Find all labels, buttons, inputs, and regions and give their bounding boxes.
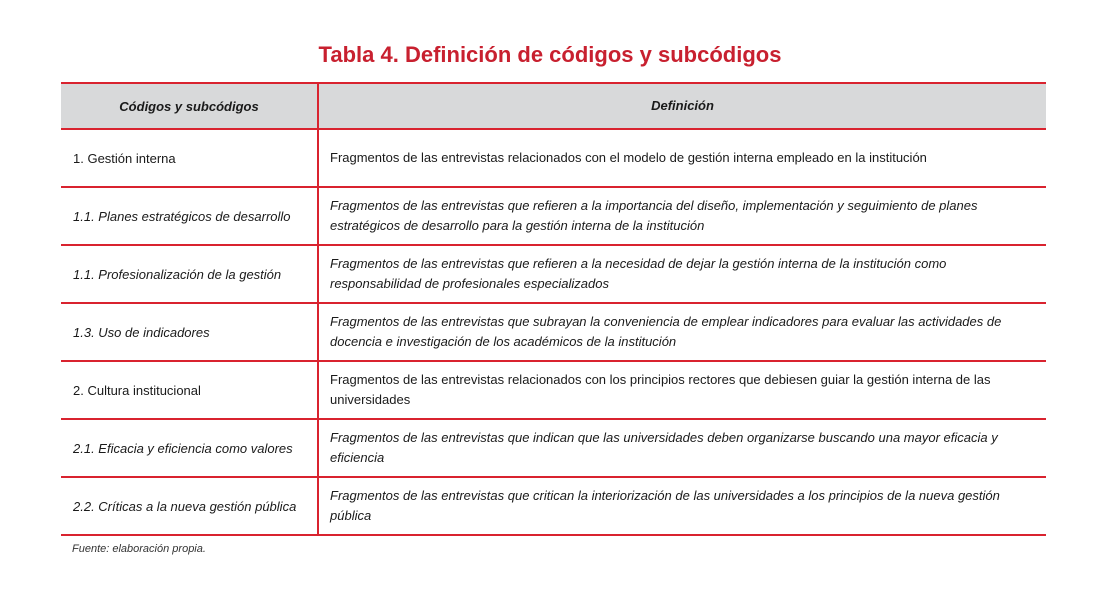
row-code: 1. Gestión interna	[61, 130, 319, 186]
table-header-row	[61, 82, 1046, 130]
table-row	[61, 188, 1046, 246]
row-definition: Fragmentos de las entrevistas que critican la interiorización de las universidades a los principios de la nueva gestión pública	[330, 488, 1000, 523]
table-row	[61, 362, 1046, 420]
row-definition: Fragmentos de las entrevistas relacionados con el modelo de gestión interna empleado en la institución	[330, 150, 927, 165]
table-row	[61, 478, 1046, 536]
header-codes: Códigos y subcódigos	[61, 84, 319, 128]
source-note: Fuente: elaboración propia.	[72, 543, 206, 555]
row-definition: Fragmentos de las entrevistas que refieren a la importancia del diseño, implementación y seguimiento de planes estratégicos de desarrollo para la gestión interna de la institución	[330, 198, 978, 233]
row-definition: Fragmentos de las entrevistas que indican que las universidades deben organizarse buscando una mayor eficacia y eficiencia	[330, 430, 998, 465]
table-row	[61, 130, 1046, 188]
row-definition: Fragmentos de las entrevistas que subrayan la conveniencia de emplear indicadores para evaluar las actividades de docencia e investigación de los académicos de la institución	[330, 314, 1002, 349]
row-code: 1.1. Planes estratégicos de desarrollo	[61, 188, 319, 244]
table-row	[61, 304, 1046, 362]
row-code: 2.1. Eficacia y eficiencia como valores	[61, 420, 319, 476]
table-row	[61, 420, 1046, 478]
row-definition: Fragmentos de las entrevistas que refieren a la necesidad de dejar la gestión interna de la institución como responsabilidad de profesionales especializados	[330, 256, 947, 291]
table-row	[61, 246, 1046, 304]
row-code: 1.1. Profesionalización de la gestión	[61, 246, 319, 302]
codes-table	[61, 82, 1046, 536]
header-definition: Definición	[651, 98, 714, 113]
row-code: 1.3. Uso de indicadores	[61, 304, 319, 360]
row-definition: Fragmentos de las entrevistas relacionados con los principios rectores que debiesen guiar la gestión interna de las universidades	[330, 372, 991, 407]
table-title: Tabla 4. Definición de códigos y subcódigos	[318, 42, 782, 67]
row-code: 2. Cultura institucional	[61, 362, 319, 418]
row-code: 2.2. Críticas a la nueva gestión pública	[61, 478, 319, 534]
